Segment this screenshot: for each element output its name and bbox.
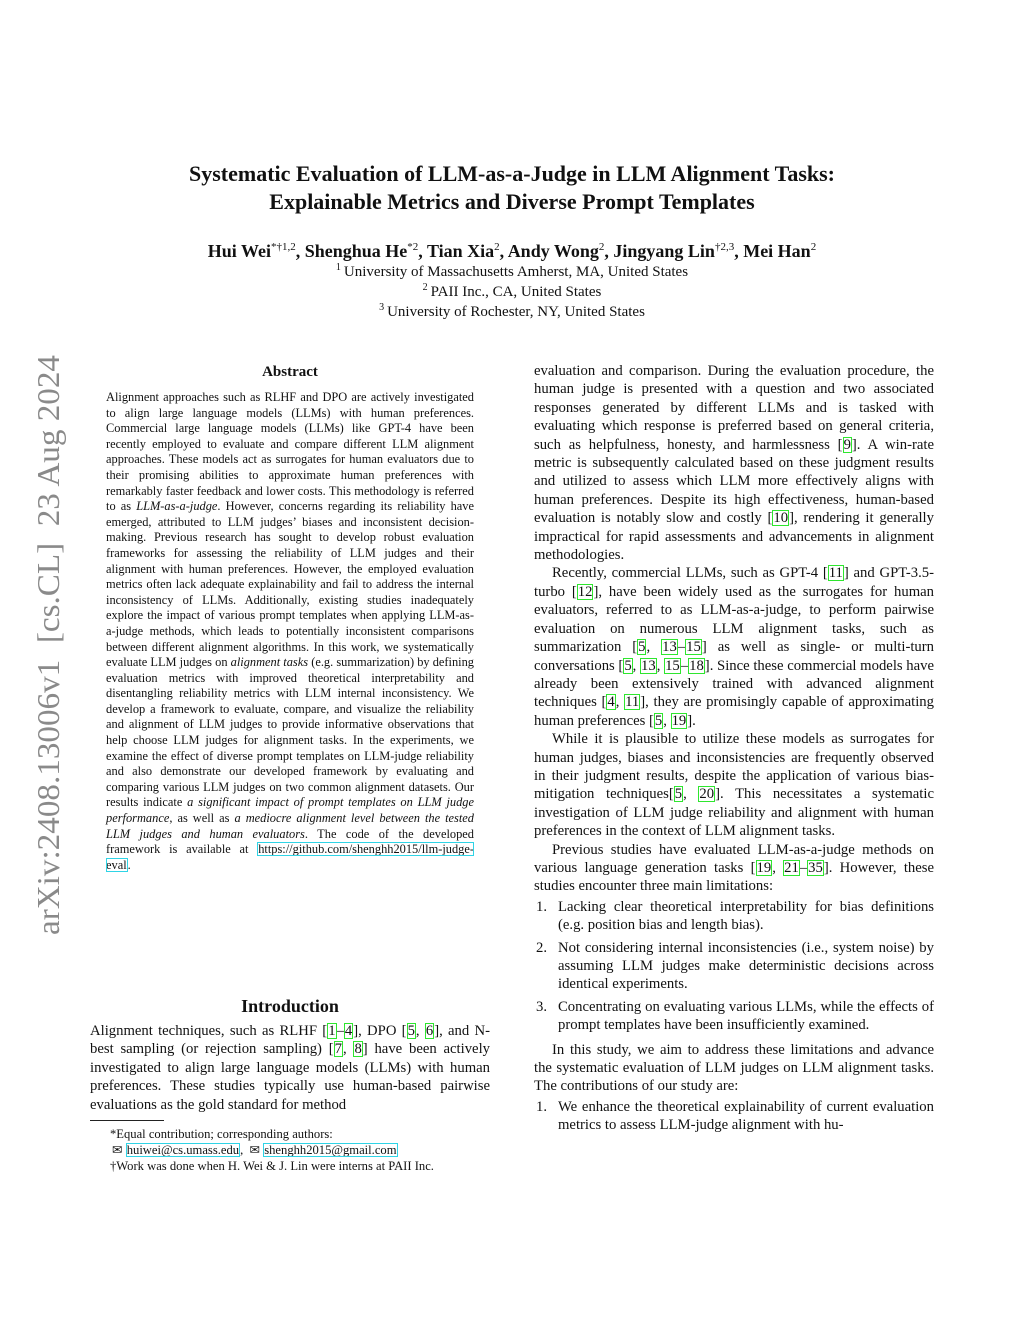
citation-link[interactable]: 5 bbox=[638, 639, 646, 656]
affiliation: $^3$ University of Rochester, NY, United States bbox=[379, 302, 645, 320]
citation-link[interactable]: 8 bbox=[354, 1041, 362, 1058]
paragraph: Previous studies have evaluated LLM-as-a-judge methods on various language generation tasks [19, 21–35]. However, these studies encounter three main limitations: bbox=[534, 841, 934, 895]
author: Jingyang Lin$^{\dagger 2,3}$, bbox=[613, 241, 744, 261]
citation-link[interactable]: 19 bbox=[756, 859, 772, 876]
code-link[interactable]: https://github.com/shenghh2015/llm-judge-eval bbox=[106, 842, 474, 872]
contributions-list bbox=[534, 1098, 934, 1135]
author: Hui Wei$^{*\dagger 1,2}$, bbox=[207, 241, 305, 261]
list-item: 2. Not considering internal inconsistencies (i.e., system noise) by assuming LLM judges make deterministic decisions across identical experiments. bbox=[536, 939, 934, 993]
author-list bbox=[100, 240, 924, 262]
right-column bbox=[534, 362, 934, 1141]
list-item: 1. Lacking clear theoretical interpretability for bias definitions (e.g. position bias and length bias). bbox=[536, 898, 934, 934]
arxiv-watermark bbox=[14, 350, 74, 940]
citation-link[interactable]: 15 bbox=[686, 639, 701, 656]
paragraph: In this study, we aim to address these limitations and advance the systematic evaluation of LLM judges on LLM alignment tasks. The contributions of our study are: bbox=[534, 1041, 934, 1095]
footnote-equal-contribution: *Equal contribution; corresponding authors: bbox=[110, 1127, 333, 1141]
email-link[interactable]: shenghh2015@gmail.com bbox=[264, 1143, 397, 1157]
citation-link[interactable]: 5 bbox=[674, 786, 683, 803]
paragraph: Recently, commercial LLMs, such as GPT-4 [11] and GPT-3.5-turbo [12], have been widely used as the surrogates for human evaluators, referred to as LLM-as-a-judge, to perform pairwise evaluation on numerous LLM alignment tasks, such as summarization [5, 13–15] as well as single- or multi-turn conversations [5, 13, 15–18]. Since these commercial models have already been extensively trained with advanced alignment techniques [4, 11], they are promisingly capable of approximating human preferences [5, 19]. bbox=[534, 565, 935, 729]
citation-link[interactable]: 5 bbox=[654, 712, 663, 729]
citation-link[interactable]: 21 bbox=[784, 859, 799, 876]
citation-link[interactable]: 18 bbox=[689, 657, 704, 674]
citation-link[interactable]: 7 bbox=[334, 1041, 342, 1058]
affiliation: $^2$ PAII Inc., CA, United States bbox=[422, 282, 602, 300]
paragraph: While it is plausible to utilize these models as surrogates for human judges, biases and inconsistencies are frequently observed in their judgment results, despite the application of various bias-mitigation techniques[5, 20]. This necessitates a systematic investigation of LLM judge reliability and alignment with human preferences in the context of LLM alignment tasks. bbox=[534, 731, 934, 840]
list-item: 3. Concentrating on evaluating various LLMs, while the effects of prompt templates have been insufficiently examined. bbox=[536, 998, 934, 1034]
limitations-list bbox=[534, 898, 934, 1035]
citation-link[interactable]: 15 bbox=[665, 657, 680, 674]
title-line-1: Systematic Evaluation of LLM-as-a-Judge in LLM Alignment Tasks: bbox=[188, 161, 835, 186]
citation-link[interactable]: 19 bbox=[671, 712, 687, 729]
citation-link[interactable]: 13 bbox=[641, 657, 656, 674]
citation-link[interactable]: 4 bbox=[607, 694, 615, 711]
envelope-icon: ✉ bbox=[249, 1143, 261, 1157]
footnote-rule bbox=[90, 1120, 164, 1121]
author: Andy Wong$^2$, bbox=[507, 241, 614, 261]
citation-link[interactable]: 12 bbox=[577, 583, 593, 600]
affiliation: $^1$ University of Massachusetts Amherst, MA, United States bbox=[335, 262, 689, 280]
author: Mei Han$^2$ bbox=[743, 241, 817, 261]
arxiv-watermark-text: arXiv:2408.13006v1 [cs.CL] 23 Aug 2024 bbox=[31, 383, 66, 935]
paper-title bbox=[100, 160, 924, 216]
introduction-body: Alignment techniques, such as RLHF [1–4], DPO [5, 6], and N-best sampling (or rejection sampling) [7, 8] have been actively investigated to align large language models (LLMs) with human preferences. These studies typically use human-based pairwise evaluations as the gold standard for method bbox=[90, 1023, 490, 1113]
citation-link[interactable]: 11 bbox=[828, 565, 843, 582]
abstract-body: Alignment approaches such as RLHF and DPO are actively investigated to align large language models (LLMs) with human preferences. Commercial large language models (LLMs) like GPT-4 have been recently employed to evaluate and compare different LLM alignment approaches. These models act as surrogates for human evaluators due to their promising abilities to approximate human preferences with remarkably faster feedback and lower costs. This methodology is referred to as LLM-as-a-judge. However, concerns regarding its reliability have emerged, attributed to LLM judges’ biases and inconsistent decision-making. Previous research has sought to develop robust evaluation frameworks for assessing the reliability of LLM judges and their alignment with human preferences. However, the employed evaluation metrics often lack adequate explainability and fail to address the internal inconsistency of LLMs. Additionally, existing studies inadequately explore the impact of various prompt templates when applying LLM-as-a-judge methods, which leads to potentially inconsistent comparisons between different alignment algorithms. In this work, we systematically evaluate LLM judges on alignment tasks (e.g. summarization) by defining evaluation metrics with improved theoretical interpretability and disentangling reliability metrics with LLM internal inconsistency. We develop a framework to evaluate, compare, and visualize the reliability and alignment of LLM judges to provide informative observations that help choose LLM judges for alignment tasks. In the experiments, we examine the effect of diverse prompt templates on LLM-judge reliability and also demonstrate our developed framework by evaluating and comparing various LLM judges on two common alignment datasets. Our results indicate a significant impact of prompt templates on LLM judge performance, as well as a mediocre alignment level between the tested LLM judges and human evaluators. The code of the developed framework is available at https://github.com/shenghh2015/llm-judge-eval. bbox=[106, 390, 475, 872]
citation-link[interactable]: 11 bbox=[625, 694, 640, 711]
citation-link[interactable]: 4 bbox=[344, 1023, 353, 1039]
affiliations bbox=[100, 262, 924, 322]
citation-link[interactable]: 5 bbox=[407, 1023, 415, 1039]
author: Tian Xia$^2$, bbox=[426, 241, 508, 261]
email-link[interactable]: huiwei@cs.umass.edu bbox=[126, 1143, 240, 1157]
footnotes bbox=[90, 1126, 500, 1174]
citation-link[interactable]: 13 bbox=[662, 639, 677, 656]
citation-link[interactable]: 9 bbox=[843, 436, 851, 453]
footnote-emails: ✉ huiwei@cs.umass.edu, ✉ shenghh2015@gmail.com bbox=[112, 1143, 397, 1157]
footnote-intern: †Work was done when H. Wei & J. Lin were interns at PAII Inc. bbox=[110, 1159, 434, 1173]
citation-link[interactable]: 20 bbox=[699, 786, 715, 803]
introduction-heading: Introduction bbox=[241, 996, 339, 1016]
title-line-2: Explainable Metrics and Diverse Prompt Templates bbox=[269, 189, 755, 214]
citation-link[interactable]: 6 bbox=[425, 1023, 434, 1039]
abstract-heading: Abstract bbox=[262, 364, 318, 380]
citation-link[interactable]: 10 bbox=[773, 510, 789, 527]
citation-link[interactable]: 1 bbox=[328, 1023, 336, 1039]
citation-link[interactable]: 35 bbox=[808, 859, 823, 876]
citation-link[interactable]: 5 bbox=[624, 657, 632, 674]
envelope-icon: ✉ bbox=[112, 1143, 123, 1157]
paragraph: evaluation and comparison. During the evaluation procedure, the human judge is presented with a question and two associated responses generated by different LLMs and is tasked with evaluating which response is preferred based on general criteria, such as helpfulness, honesty, and harmlessness [9]. A win-rate metric is subsequently calculated based on these judgment results and utilized to assess which LLM more effectively aligns with human preferences. Despite its high effectiveness, human-based evaluation is notably slow and costly [10], rendering it generally impractical for rapid assessments and advancements in alignment methodologies. bbox=[534, 363, 934, 564]
author: Shenghua He$^{*2}$, bbox=[304, 241, 427, 261]
list-item: 1. We enhance the theoretical explainability of current evaluation metrics to assess LLM-judge alignment with hu- bbox=[536, 1098, 934, 1134]
